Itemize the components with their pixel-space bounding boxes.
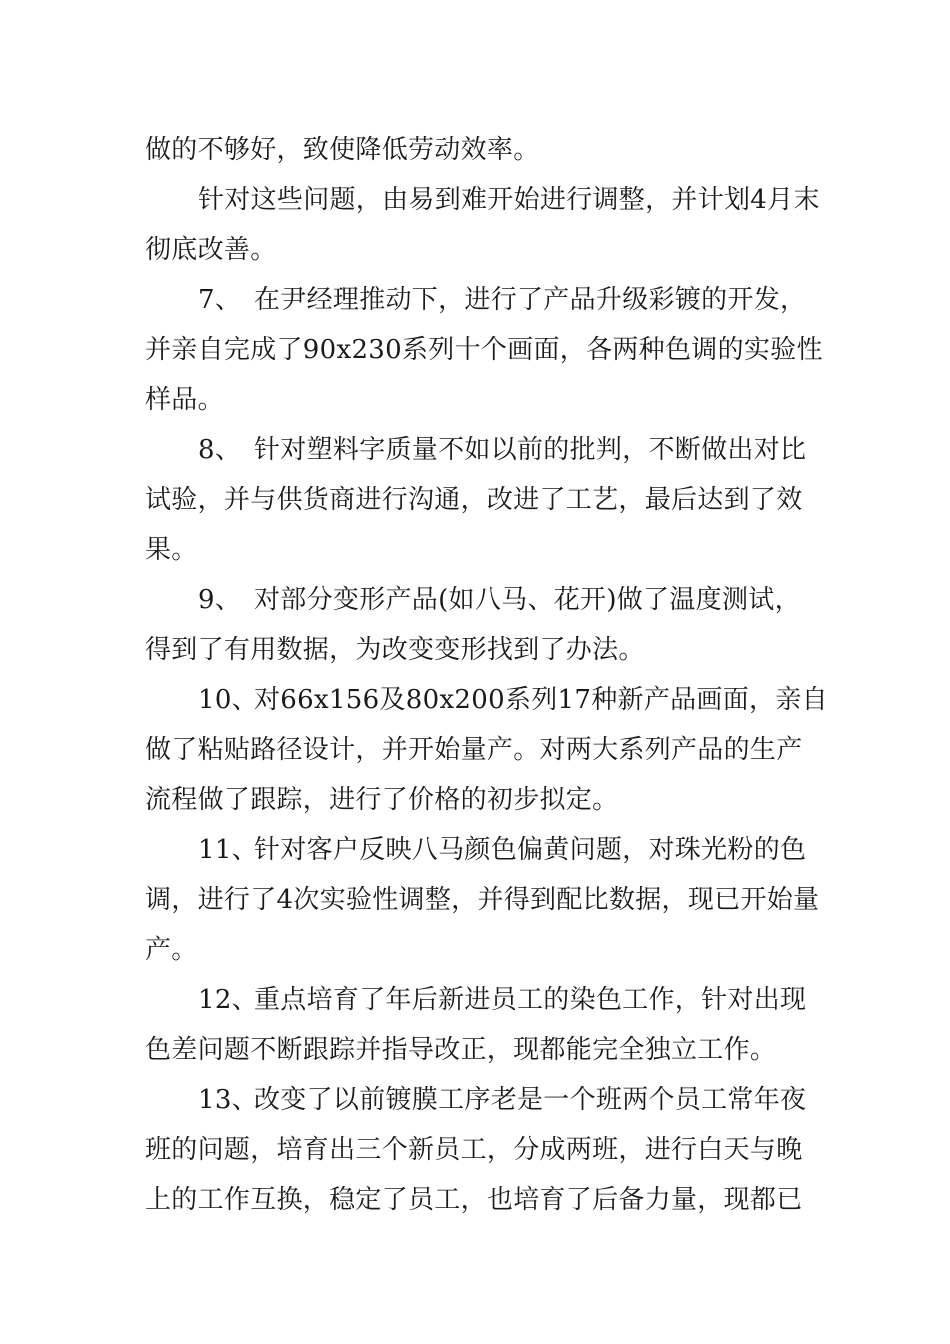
list-item-8-first-line [198, 430, 810, 470]
text-line: 上的工作互换，稳定了员工，也培育了后备力量，现都已 [145, 1185, 803, 1215]
text-line: 流程做了跟踪，进行了价格的初步拟定。 [145, 785, 619, 815]
text-line: 果。 [145, 535, 198, 565]
text-line: 产。 [145, 935, 198, 965]
text-line: 对66x156及80x200系列17种新产品画面，亲自 [254, 685, 828, 715]
item-number: 10、 [198, 685, 258, 715]
text-line: 样品。 [145, 385, 224, 415]
item-number: 9、 [198, 585, 242, 615]
list-item-12-first-line [198, 980, 810, 1020]
text-line: 调，进行了4次实验性调整，并得到配比数据，现已开始量 [145, 885, 820, 915]
text-line: 对部分变形产品(如八马、花开)做了温度测试， [254, 585, 801, 615]
list-item-9-first-line [198, 580, 810, 620]
item-number: 7、 [198, 285, 242, 315]
text-line: 做了粘贴路径设计，并开始量产。对两大系列产品的生产 [145, 735, 803, 765]
text-line: 色差问题不断跟踪并指导改正，现都能完全独立工作。 [145, 1035, 777, 1065]
text-line: 在尹经理推动下，进行了产品升级彩镀的开发， [254, 285, 807, 315]
list-item-11-first-line [198, 830, 810, 870]
text-line: 做的不够好，致使降低劳动效率。 [145, 135, 540, 165]
item-number: 8、 [198, 435, 242, 465]
text-line: 班的问题，培育出三个新员工，分成两班，进行白天与晚 [145, 1135, 803, 1165]
item-number: 13、 [198, 1085, 258, 1115]
text-line: 改变了以前镀膜工序老是一个班两个员工常年夜 [254, 1085, 807, 1115]
text-line: 彻底改善。 [145, 235, 277, 265]
text-line: 试验，并与供货商进行沟通，改进了工艺，最后达到了效 [145, 485, 803, 515]
item-number: 11、 [198, 835, 258, 865]
text-line: 针对塑料字质量不如以前的批判，不断做出对比 [254, 435, 807, 465]
list-item-13-first-line [198, 1080, 810, 1120]
text-line: 针对这些问题，由易到难开始进行调整，并计划4月末 [198, 185, 820, 215]
list-item-7-first-line [198, 280, 810, 320]
text-line: 重点培育了年后新进员工的染色工作，针对出现 [254, 985, 807, 1015]
text-line: 并亲自完成了90x230系列十个画面，各两种色调的实验性 [145, 335, 823, 365]
list-item-10-first-line [198, 680, 828, 720]
text-line: 针对客户反映八马颜色偏黄问题，对珠光粉的色 [254, 835, 807, 865]
item-number: 12、 [198, 985, 258, 1015]
text-line: 得到了有用数据，为改变变形找到了办法。 [145, 635, 645, 665]
